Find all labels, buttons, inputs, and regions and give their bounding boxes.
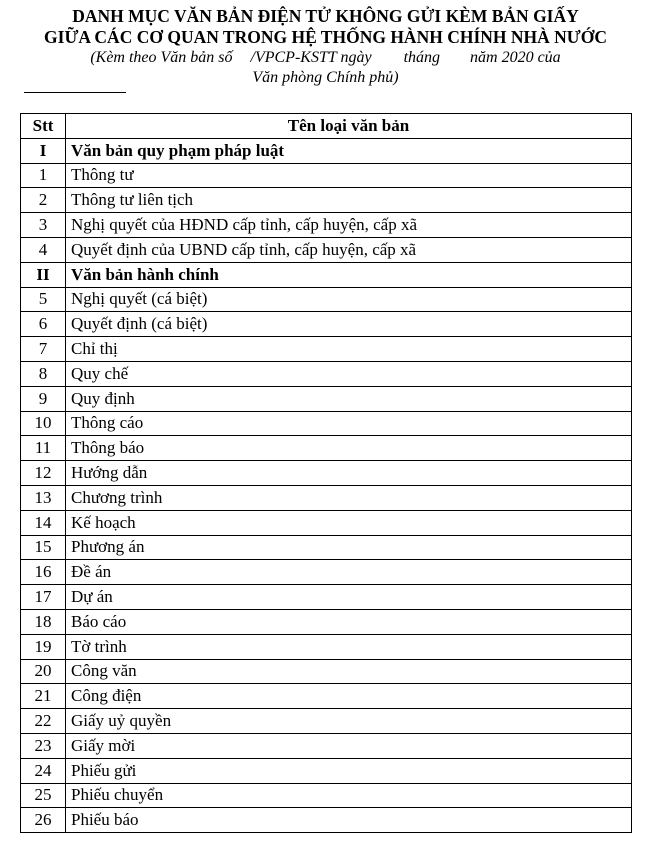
table-row <box>21 758 632 783</box>
row-stt: 11 <box>21 436 66 461</box>
row-name: Phiếu chuyển <box>66 783 632 808</box>
row-stt: 20 <box>21 659 66 684</box>
row-stt: 14 <box>21 510 66 535</box>
row-stt: 1 <box>21 163 66 188</box>
row-stt: 24 <box>21 758 66 783</box>
row-stt: I <box>21 138 66 163</box>
row-stt: 22 <box>21 709 66 734</box>
row-name: Báo cáo <box>66 609 632 634</box>
subtitle-part-c: tháng <box>403 49 441 66</box>
table-row <box>21 535 632 560</box>
row-stt: 17 <box>21 585 66 610</box>
row-name: Tờ trình <box>66 634 632 659</box>
row-name: Công điện <box>66 684 632 709</box>
header-stt: Stt <box>21 114 66 139</box>
table-row <box>21 634 632 659</box>
row-stt: 4 <box>21 237 66 262</box>
table-row <box>21 609 632 634</box>
row-name: Dự án <box>66 585 632 610</box>
table-row <box>21 560 632 585</box>
table-row <box>21 411 632 436</box>
row-name: Nghị quyết (cá biệt) <box>66 287 632 312</box>
subtitle-part-d: năm 2020 của <box>470 49 561 66</box>
row-name: Văn bản hành chính <box>66 262 632 287</box>
row-name: Chương trình <box>66 485 632 510</box>
table-row <box>21 436 632 461</box>
row-stt: 3 <box>21 213 66 238</box>
row-name: Nghị quyết của HĐND cấp tỉnh, cấp huyện, cấp xã <box>66 213 632 238</box>
row-stt: 15 <box>21 535 66 560</box>
row-name: Giấy uỷ quyền <box>66 709 632 734</box>
row-name: Phương án <box>66 535 632 560</box>
row-stt: 10 <box>21 411 66 436</box>
table-row <box>21 188 632 213</box>
document-subtitle-line1 <box>0 48 651 68</box>
row-stt: 7 <box>21 337 66 362</box>
table-header-row <box>21 114 632 139</box>
row-stt: 23 <box>21 733 66 758</box>
row-stt: 8 <box>21 361 66 386</box>
row-stt: 6 <box>21 312 66 337</box>
row-stt: 5 <box>21 287 66 312</box>
row-name: Thông báo <box>66 436 632 461</box>
table-row <box>21 485 632 510</box>
table-row <box>21 237 632 262</box>
row-stt: 25 <box>21 783 66 808</box>
table-row <box>21 213 632 238</box>
table-row <box>21 709 632 734</box>
document-header <box>0 6 651 88</box>
document-subtitle-line2: Văn phòng Chính phủ) <box>252 69 399 86</box>
row-name: Chỉ thị <box>66 337 632 362</box>
row-stt: 21 <box>21 684 66 709</box>
row-name: Kế hoạch <box>66 510 632 535</box>
row-name: Thông tư liên tịch <box>66 188 632 213</box>
table-row <box>21 337 632 362</box>
row-stt: 9 <box>21 386 66 411</box>
row-stt: 19 <box>21 634 66 659</box>
row-name: Phiếu báo <box>66 808 632 833</box>
document-title-line2: GIỮA CÁC CƠ QUAN TRONG HỆ THỐNG HÀNH CHÍNH NHÀ NƯỚC <box>44 27 607 47</box>
row-name: Quyết định của UBND cấp tỉnh, cấp huyện, cấp xã <box>66 237 632 262</box>
row-stt: 18 <box>21 609 66 634</box>
row-name: Văn bản quy phạm pháp luật <box>66 138 632 163</box>
table-row <box>21 386 632 411</box>
table-row <box>21 287 632 312</box>
row-stt: 13 <box>21 485 66 510</box>
row-name: Thông cáo <box>66 411 632 436</box>
table-row <box>21 585 632 610</box>
row-stt: II <box>21 262 66 287</box>
row-stt: 2 <box>21 188 66 213</box>
table-row <box>21 659 632 684</box>
document-types-table <box>20 113 632 833</box>
table-body <box>21 138 632 832</box>
row-stt: 26 <box>21 808 66 833</box>
row-name: Quy chế <box>66 361 632 386</box>
table-row <box>21 808 632 833</box>
row-name: Giấy mời <box>66 733 632 758</box>
row-name: Quyết định (cá biệt) <box>66 312 632 337</box>
section-row <box>21 262 632 287</box>
table-row <box>21 733 632 758</box>
table-row <box>21 461 632 486</box>
row-stt: 16 <box>21 560 66 585</box>
separator-rule <box>24 92 126 93</box>
row-stt: 12 <box>21 461 66 486</box>
table-row <box>21 163 632 188</box>
header-name: Tên loại văn bản <box>66 114 632 139</box>
row-name: Đề án <box>66 560 632 585</box>
table-row <box>21 312 632 337</box>
table-row <box>21 684 632 709</box>
section-row <box>21 138 632 163</box>
table-row <box>21 510 632 535</box>
document-title-line1: DANH MỤC VĂN BẢN ĐIỆN TỬ KHÔNG GỬI KÈM BẢN GIẤY <box>72 6 579 26</box>
table-row <box>21 783 632 808</box>
row-name: Công văn <box>66 659 632 684</box>
row-name: Thông tư <box>66 163 632 188</box>
subtitle-part-a: (Kèm theo Văn bản số <box>90 49 233 66</box>
subtitle-part-b: /VPCP-KSTT ngày <box>250 49 372 66</box>
row-name: Hướng dẫn <box>66 461 632 486</box>
table-row <box>21 361 632 386</box>
row-name: Phiếu gửi <box>66 758 632 783</box>
row-name: Quy định <box>66 386 632 411</box>
